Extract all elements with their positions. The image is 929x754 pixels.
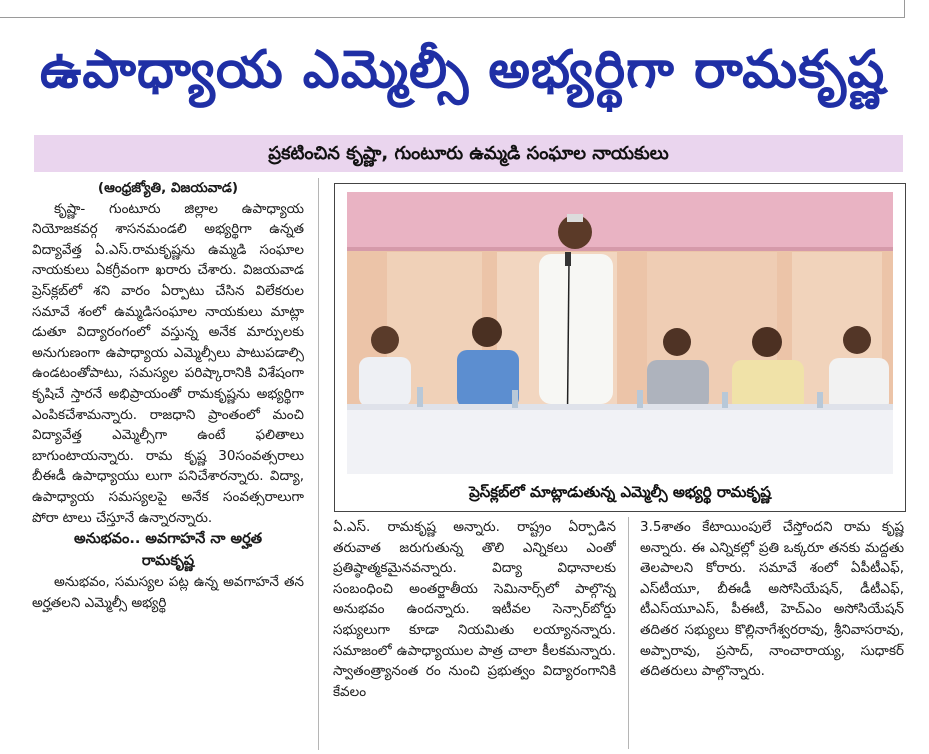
top-corner-rule: [904, 0, 905, 18]
column-1-body: కృష్ణా- గుంటూరు జిల్లాల ఉపాధ్యాయ నియోజకవర్గ శాసనమండలి అభ్యర్థిగా ఉన్నత విద్యావేత్త ఏ.ఎస్.రామకృష్ణను ఉమ్మడి సంఘాల నాయకులు ఏకగ్రీవంగా ఖరారు చేశారు. విజయవాడ ప్రెస్‌క్లబ్‌లో శని వారం ఏర్పాటు చేసిన విలేకరుల సమావే శంలో ఉమ్మడిసంఘాల నాయకులు మాట్లా డుతూ విద్యారంగంలో వస్తున్న అనేక మార్పులకు అనుగుణంగా ఉపాధ్యాయ ఎమ్మెల్సీలు పాటుపడాల్సి ఉండటంతోపాటు, సమస్యల పరిష్కారానికి విశేషంగా కృషిచే స్తారనే అభిప్రాయంతో రామకృష్ణను అభ్యర్థిగా ఎంపికచేశామన్నారు. రాజధాని ప్రాంతంలో మంచి విద్యావేత్త ఎమ్మెల్సీగా ఉంటే ఫలితాలు బాగుంటాయన్నారు. రామ కృష్ణ 30సంవత్సరాలు బీఈడీ ఉపాధ్యాయు లుగా పనిచేశారన్నారు. విద్యా, ఉపాధ్యాయ సమస్యలపై అనేక సంవత్సరాలుగా పోరా టాలు చేస్తూనే ఉన్నారన్నారు.: [32, 200, 304, 526]
column-3-body: 3.5శాతం కేటాయింపులే చేస్తోందని రామ కృష్ణ అన్నారు. ఈ ఎన్నికల్లో ప్రతి ఒక్కరూ తనకు మద్దతు తెలపాలని కోరారు. సమావే శంలో ఏపీటీఎఫ్, ఎస్‌టీయూ, బీఈడీ అసోసియేషన్, డీటీఎఫ్, టీఎస్‌యూఎస్, పీఈటీ, హెచ్‌ఎం అసోసియేషన్ తదితర సభ్యులు కొల్లినాగేశ్వరరావు, శ్రీనివాసరావు, అప్పారావు, ప్రసాద్, నాంచారాయ్య, సుధాకర్ తదితరులు పాల్గొన్నారు.: [640, 519, 904, 680]
subsection-heading: అనుభవం.. అవగాహనే నా అర్హత: [73, 531, 262, 548]
article-column-3: [640, 517, 904, 749]
subheadline: ప్రకటించిన కృష్ణా, గుంటూరు ఉమ్మడి సంఘాల నాయకులు: [34, 135, 903, 172]
press-conference-photo: [347, 192, 893, 474]
column-1-tail: అనుభవం, సమస్యల పట్ల ఉన్న అవగాహనే తన అర్హతలని ఎమ్మెల్సీ అభ్యర్థి: [32, 574, 304, 611]
article-column-2: [333, 517, 616, 749]
photo-caption: ప్రెస్‌క్లబ్‌లో మాట్లాడుతున్న ఎమ్మెల్సీ అభ్యర్థి రామకృష్ణ: [469, 483, 771, 501]
headline: ఉపాధ్యాయ ఎమ్మెల్సీ అభ్యర్థిగా రామకృష్ణ: [39, 40, 886, 100]
column-divider: [318, 178, 319, 750]
article-column-1: [32, 178, 304, 750]
column-divider: [628, 517, 629, 749]
photo-frame: [334, 183, 906, 512]
top-rule: [0, 17, 905, 18]
column-2-body: ఏ.ఎస్. రామకృష్ణ అన్నారు. రాష్ట్రం ఏర్పాడిన తరువాత జరుగుతున్న తొలి ఎన్నికలు ఎంతో ప్రతిష్ఠాత్మకమైనవన్నారు. విద్యా విధానాలకు సంబంధించి అంతర్జాతీయ సెమినార్స్‌లో పాల్గొన్న అనుభవం ఉందన్నారు. ఇటీవల సెన్సార్‌బోర్డు సభ్యులుగా కూడా నియమితు లయ్యానన్నారు. సమాజంలో ఉపాధ్యాయుల పాత్ర చాలా కీలకమన్నారు. స్వాతంత్ర్యానంత రం నుంచి ప్రభుత్వం విద్యారంగానికి కేవలం: [333, 519, 616, 700]
subsection-heading-name: రామకృష్ణ: [141, 553, 195, 570]
dateline: (ఆంధ్రజ్యోతి, విజయవాడ): [97, 180, 239, 196]
